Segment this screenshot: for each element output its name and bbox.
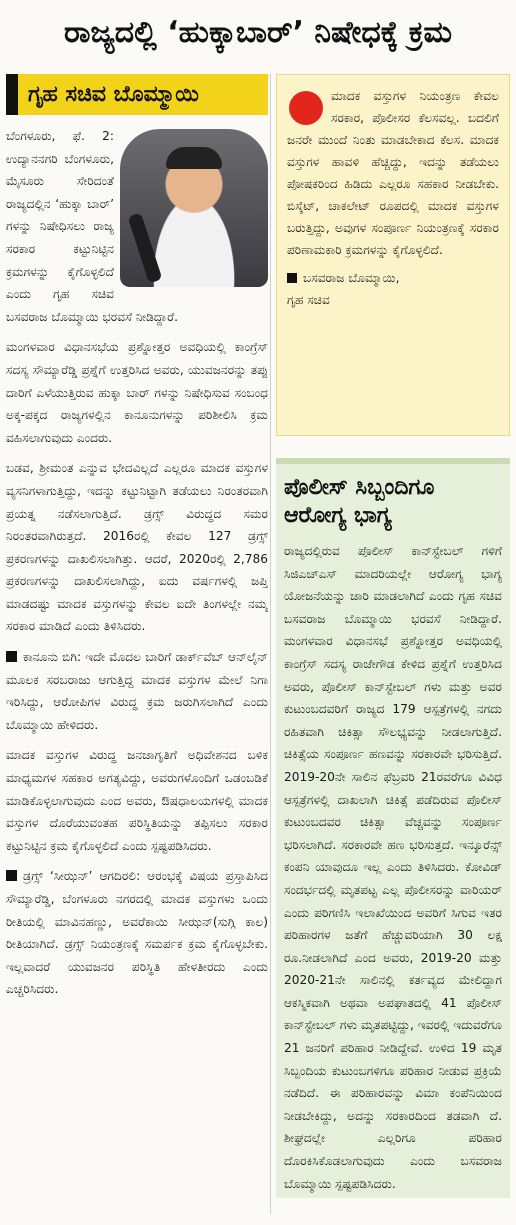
minister-photo <box>120 129 268 287</box>
microphone-icon <box>128 213 163 284</box>
quote-signature-name: ಬಸವರಾಜ ಬೊಮ್ಮಾಯಿ, <box>303 271 400 285</box>
red-dot-icon <box>289 91 323 125</box>
sidebar-text: ರಾಜ್ಯದಲ್ಲಿರುವ ಪೊಲೀಸ್ ಕಾನ್‌ಸ್ಟೇಬಲ್ ಗಳಿಗೆ ಸಿಜಿಎಚ್‌ಎಸ್ ಮಾದರಿಯಲ್ಲೇ ಆರೋಗ್ಯ ಭಾಗ್ಯ ಯೋಜನೆಯನ್ನು ಜಾರಿ ಮಾಡಲಾಗಿದೆ ಎಂದು ಗೃಹ ಸಚಿವ ಬಸವರಾಜ ಬೊಮ್ಮಾಯಿ ಭರವಸೆ ನೀಡಿದ್ದಾರೆ. ಮಂಗಳವಾರ ವಿಧಾನಸಭೆ ಪ್ರಶ್ನೋತ್ತರ ಅವಧಿಯಲ್ಲಿ ಕಾಂಗ್ರೆಸ್ ಸದಸ್ಯ ರಾಜೇಗೌಡ ಕೇಳಿದ ಪ್ರಶ್ನೆಗೆ ಉತ್ತರಿಸಿದ ಅವರು, ಪೊಲೀಸ್ ಕಾನ್‌ಸ್ಟೇಬಲ್ ಗಳು ಮತ್ತು ಅವರ ಕುಟುಂಬದವರಿಗೆ ರಾಜ್ಯದ 179 ಆಸ್ಪತ್ರೆಗಳಲ್ಲಿ ನಗದು ರಹಿತವಾಗಿ ಚಿಕಿತ್ಸಾ ಸೌಲಭ್ಯವನ್ನು ನೀಡಲಾಗುತ್ತಿದೆ. ಚಿಕಿತ್ಸೆಯ ಸಂಪೂರ್ಣ ಹಣವನ್ನು ಸರಕಾರವೇ ಭರಿಸುತ್ತಿದೆ. 2019-20ನೇ ಸಾಲಿನ ಫೆಬ್ರವರಿ 21ರವರೆಗೂ ವಿವಿಧ ಆಸ್ಪತ್ರೆಗಳಲ್ಲಿ ದಾಖಲಾಗಿ ಚಿಕಿತ್ಸೆ ಪಡೆದಿರುವ ಪೊಲೀಸ್ ಕುಟುಂಬದವರ ಚಿಕಿತ್ಸಾ ವೆಚ್ಚವನ್ನು ಸಂಪೂರ್ಣ ಭರಿಸಲಾಗಿದೆ. ಸರಕಾರವೇ ಹಣ ಭರಿಸುತ್ತದೆ. ಇನ್ಶೂರೆನ್ಸ್ ಕಂಪನಿ ಯಾವುದೂ ಇಲ್ಲ ಎಂದು ತಿಳಿಸಿದರು. ಕೋವಿಡ್ ಸಂದರ್ಭದಲ್ಲಿ ಮೃತಪಟ್ಟ ಎಲ್ಲ ಪೊಲೀಸರನ್ನು ವಾರಿಯರ್ ಎಂದು ಪರಿಗಣಿಸಿ ಇಲಾಖೆಯಿಂದ ಅವರಿಗೆ ಸಿಗುವ ಇತರ ಪರಿಹಾರಗಳ ಜತೆಗೆ ಹೆಚ್ಚುವರಿಯಾಗಿ 30 ಲಕ್ಷ ರೂ.ನೀಡಲಾಗಿದೆ ಎಂದ ಅವರು, 2019-20 ಮತ್ತು 2020-21ನೇ ಸಾಲಿನಲ್ಲಿ ಕರ್ತವ್ಯದ ಮೇಲಿದ್ದಾಗ ಆಕಸ್ಮಿಕವಾಗಿ ಅಥವಾ ಅಪಘಾತದಲ್ಲಿ 41 ಪೊಲೀಸ್ ಕಾನ್‌ಸ್ಟೇಬಲ್ ಗಳು ಮೃತಪಟ್ಟಿದ್ದು, ಇವರಲ್ಲಿ ಇದುವರೆಗೂ 21 ಜನರಿಗೆ ಪರಿಹಾರ ನೀಡಿದ್ದೇವೆ. ಉಳಿದ 19 ಮೃತ ಸಿಬ್ಬಂದಿಯ ಕುಟುಂಬಗಳಿಗೂ ಪರಿಹಾರ ನೀಡುವ ಪ್ರಕ್ರಿಯೆ ನಡೆದಿದೆ. ಈ ಪರಿಹಾರವನ್ನು ವಿಮಾ ಕಂಪೆನಿಯಿಂದ ನೀಡಬೇಕಿದ್ದು, ಅದನ್ನು ಸರಕಾರದಿಂದ ತಡವಾಗಿ ದೆ. ಶೀಘ್ರದಲ್ಲೇ ಎಲ್ಲರಿಗೂ ಪರಿಹಾರ ದೊರಕಿಸಿಕೊಡಲಾಗುವುದು ಎಂದು ಬಸವರಾಜ ಬೊಮ್ಮಾಯಿ ಸ್ಪಷ್ಟಪಡಿಸಿದರು. <box>284 544 502 1191</box>
article-paragraph-5: ಮಾದಕ ವಸ್ತುಗಳ ವಿರುದ್ಧ ಜನಜಾಗೃತಿಗೆ ಅಧಿವೇಶನದ ಬಳಿಕ ಮಾಧ್ಯಮಗಳ ಸಹಕಾರ ಅಗತ್ಯವಿದ್ದು, ಅವರುಗಳೊಂದಿಗೆ ಒಡಂಬಡಿಕೆ ಮಾಡಿಕೊಳ್ಳಲಾಗುವುದು ಎಂದ ಅವರು, ಔಷಧಾಲಯಗಳಲ್ಲಿ ಮಾದಕ ವಸ್ತುಗಳ ದೊರೆಯುವಂತಹ ಪರಿಸ್ಥಿತಿಯನ್ನು ತಪ್ಪಿಸಲು ಸರಕಾರ ಕಟ್ಟುನಿಟ್ಟಿನ ಕ್ರಮ ಕೈಗೊಳ್ಳಲಿದೆ ಎಂದು ಸ್ಪಷ್ಟಪಡಿಸಿದರು. <box>6 748 268 853</box>
column-divider <box>270 74 271 1214</box>
quote-signature <box>287 267 499 311</box>
square-bullet-icon <box>287 273 297 283</box>
article-paragraph-6-text: ಡ್ರಗ್ಸ್ ‘ಸೀಝನ್’ ಆಗದಿರಲಿ: ಆರಂಭಕ್ಕೆ ವಿಷಯ ಪ್ರಸ್ತಾಪಿಸಿದ ಸೌಮ್ಯಾರೆಡ್ಡಿ, ಬೆಂಗಳೂರು ನಗರದಲ್ಲಿ ಮಾದಕ ವಸ್ತುಗಳು ಒಂದು ರೀತಿಯಲ್ಲಿ ಮಾವಿನಹಣ್ಣು, ಅವರೆಕಾಯಿ ಸೀಝನ್(ಸುಗ್ಗಿ ಕಾಲ) ರೀತಿಯಾಗಿದೆ. ಡ್ರಗ್ಸ್ ನಿಯಂತ್ರಣಕ್ಕೆ ಸಮರ್ಪಕ ಕ್ರಮ ಕೈಗೊಳ್ಳಬೇಕು. ಇಲ್ಲವಾದರೆ ಯುವಜನರ ಪರಿಸ್ಥಿತಿ ಹೇಳತೀರದು ಎಂದು ಎಚ್ಚರಿಸಿದರು. <box>6 869 268 997</box>
article-paragraph-4 <box>6 646 268 736</box>
quote-box <box>276 74 510 436</box>
square-bullet-icon <box>6 870 17 881</box>
article-paragraph-3: ಬಡವ, ಶ್ರೀಮಂತ ಎನ್ನುವ ಭೇದವಿಲ್ಲದೆ ಎಲ್ಲರೂ ಮಾದಕ ವಸ್ತುಗಳ ವ್ಯಸನಿಗಳಾಗುತ್ತಿದ್ದು, ಇದನ್ನು ಕಟ್ಟುನಿಟ್ಟಾಗಿ ತಡೆಯಲು ನಿರಂತರವಾಗಿ ಪ್ರಯತ್ನ ನಡೆಸಲಾಗುತ್ತಿದೆ. ಡ್ರಗ್ಸ್ ವಿರುದ್ಧದ ಸಮರ ನಿರಂತರವಾಗಿರುತ್ತದೆ. 2016ರಲ್ಲಿ ಕೇವಲ 127 ಡ್ರಗ್ಸ್ ಪ್ರಕರಣಗಳನ್ನು ದಾಖಲಿಸಲಾಗಿತ್ತು. ಆದರೆ, 2020ರಲ್ಲಿ 2,786 ಪ್ರಕರಣಗಳನ್ನು ದಾಖಲಿಸಲಾಗಿದ್ದು, ಐದು ವರ್ಷಗಳಲ್ಲಿ ಜಪ್ತಿ ಮಾಡದಷ್ಟು ಮಾದಕ ವಸ್ತುಗಳನ್ನು ಕೇವಲ ಐದೇ ತಿಂಗಳಲ್ಲೇ ನಮ್ಮ ಸರಕಾರ ಮಾಡಿದೆ ಎಂದು ತಿಳಿಸಿದರು. <box>6 461 268 634</box>
sidebar-title: ಪೊಲೀಸ್ ಸಿಬ್ಬಂದಿಗೂ ಆರೋಗ್ಯ ಭಾಗ್ಯ <box>284 475 435 528</box>
headline: ರಾಜ್ಯದಲ್ಲಿ ‘ಹುಕ್ಕಾಬಾರ್’ ನಿಷೇಧಕ್ಕೆ ಕ್ರಮ <box>63 14 453 50</box>
subhead: ಗೃಹ ಸಚಿವ ಬೊಮ್ಮಾಯಿ <box>6 74 268 115</box>
quote-designation: ಗೃಹ ಸಚಿವ <box>287 293 330 307</box>
square-bullet-icon <box>6 651 17 662</box>
quote-text: ಮಾದಕ ವಸ್ತುಗಳ ನಿಯಂತ್ರಣ ಕೇವಲ ಸರಕಾರ, ಪೊಲೀಸರ ಕೆಲಸವಲ್ಲ. ಬದಲಿಗೆ ಜನರೇ ಮುಂದೆ ನಿಂತು ಮಾಡಬೇಕಾದ ಕೆಲಸ. ಮಾದಕ ವಸ್ತುಗಳ ಹಾವಳಿ ಹೆಚ್ಚಿದ್ದು, ಇದನ್ನು ತಡೆಯಲು ಪೋಷಕರಿಂದ ಹಿಡಿದು ಎಲ್ಲರೂ ಸಹಕಾರ ನೀಡಬೇಕು. ಬಿಸ್ಕೆಟ್, ಚಾಕಲೇಟ್ ರೂಪದಲ್ಲಿ ಮಾದಕ ವಸ್ತುಗಳ ಬರುತ್ತಿದ್ದು, ಅವುಗಳ ಸಂಪೂರ್ಣ ನಿಯಂತ್ರಣಕ್ಕೆ ಸರಕಾರ ಪರಿಣಾಮಕಾರಿ ಕ್ರಮಗಳನ್ನು ಕೈಗೊಳ್ಳಲಿದೆ. <box>287 89 499 257</box>
article-paragraph-4-text: ಕಾನೂನು ಬಿಗಿ: ಇದೇ ಮೊದಲ ಬಾರಿಗೆ ಡಾರ್ಕ್‌ವೆಬ್ ಆನ್‌ಲೈನ್ ಮೂಲಕ ಸರಬರಾಜು ಆಗುತ್ತಿದ್ದ ಮಾದಕ ವಸ್ತುಗಳ ಮೇಲೆ ನಿಗಾ ಇರಿಸಿದ್ದು, ಆರೋಪಿಗಳ ವಿರುದ್ಧ ಕ್ರಮ ಜರುಗಿಸಲಾಗಿದೆ ಎಂದು ಬೊಮ್ಮಾಯಿ ಹೇಳಿದರು. <box>6 650 268 732</box>
article-paragraph-2: ಮಂಗಳವಾರ ವಿಧಾನಸಭೆಯ ಪ್ರಶ್ನೋತ್ತರ ಅವಧಿಯಲ್ಲಿ ಕಾಂಗ್ರೆಸ್ ಸದಸ್ಯ ಸೌಮ್ಯಾರೆಡ್ಡಿ ಪ್ರಶ್ನೆಗೆ ಉತ್ತರಿಸಿದ ಅವರು, ಯುವಜನರನ್ನು ತಪ್ಪು ದಾರಿಗೆ ಎಳೆಯುತ್ತಿರುವ ಹುಕ್ಕಾ ಬಾರ್ ಗಳನ್ನು ನಿಷೇಧಿಸುವ ಸಂಬಂಧ ಅಕ್ಕ-ಪಕ್ಕದ ರಾಜ್ಯಗಳಲ್ಲಿನ ಕಾನೂನುಗಳನ್ನು ಪರಿಶೀಲಿಸಿ ಕ್ರಮ ವಹಿಸಲಾಗುವುದು ಎಂದರು. <box>6 340 268 445</box>
right-column <box>276 74 510 1214</box>
photo-hair <box>166 147 222 169</box>
article-paragraph-6 <box>6 865 268 1001</box>
main-article <box>6 74 268 1214</box>
sidebar-article <box>276 458 510 1198</box>
article-paragraph-1: ಬೆಂಗಳೂರು, ಫೆ. 2: ಉದ್ಯಾನನಗರಿ ಬೆಂಗಳೂರು, ಮೈಸೂರು ಸೇರಿದಂತೆ ರಾಜ್ಯದಲ್ಲಿನ ‘ಹುಕ್ಕಾ ಬಾರ್’ ಗಳನ್ನು ನಿಷೇಧಿಸಲು ರಾಜ್ಯ ಸರಕಾರ ಕಟ್ಟುನಿಟ್ಟಿನ ಕ್ರಮಗಳನ್ನು ಕೈಗೊಳ್ಳಲಿದೆ ಎಂದು ಗೃಹ ಸಚಿವ ಬಸವರಾಜ ಬೊಮ್ಮಾಯಿ ಭರವಸೆ ನೀಡಿದ್ದಾರೆ. <box>6 129 178 324</box>
